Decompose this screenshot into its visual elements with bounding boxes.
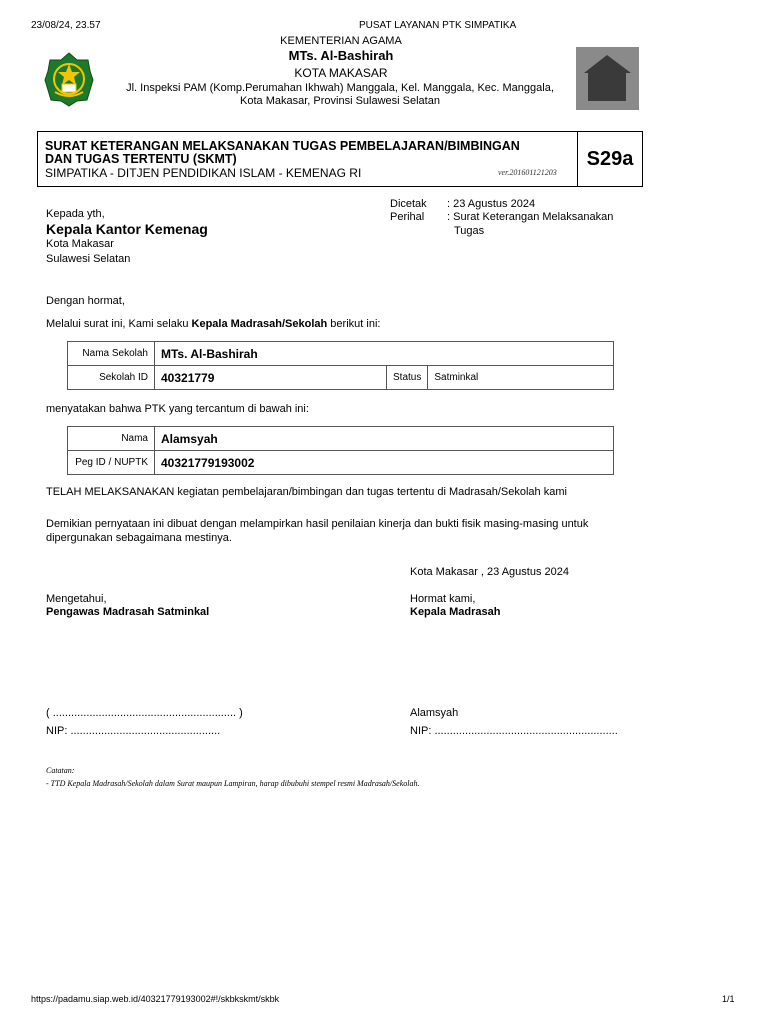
document-title-line-1: SURAT KETERANGAN MELAKSANAKAN TUGAS PEMBELAJARAN/BIMBINGAN bbox=[45, 139, 520, 153]
ptk-name-value: Alamsyah bbox=[155, 427, 614, 451]
school-id-label: Sekolah ID bbox=[68, 366, 155, 390]
ptk-name-label: Nama bbox=[68, 427, 155, 451]
intro-prefix: Melalui surat ini, Kami selaku bbox=[46, 318, 192, 330]
status-label: Status bbox=[387, 366, 428, 390]
place-date: Kota Makasar , 23 Agustus 2024 bbox=[410, 566, 569, 578]
school-table bbox=[67, 341, 614, 390]
school-name-value: MTs. Al-Bashirah bbox=[155, 342, 614, 366]
recipient-province: Sulawesi Selatan bbox=[46, 253, 131, 265]
subject-label: Perihal bbox=[390, 211, 425, 223]
table-row bbox=[68, 427, 614, 451]
intro-role: Kepala Madrasah/Sekolah bbox=[191, 318, 328, 330]
person-photo-placeholder bbox=[576, 47, 639, 110]
intro-suffix: berikut ini: bbox=[327, 318, 381, 330]
school-name-label: Nama Sekolah bbox=[68, 342, 155, 366]
right-sign-role: Kepala Madrasah bbox=[410, 606, 501, 618]
subject-value-line-2: Tugas bbox=[454, 225, 485, 237]
table-row bbox=[68, 366, 614, 390]
print-site-title: PUSAT LAYANAN PTK SIMPATIKA bbox=[359, 20, 517, 31]
ptk-table bbox=[67, 426, 614, 475]
recipient-city: Kota Makasar bbox=[46, 238, 114, 250]
right-sign-title: Hormat kami, bbox=[410, 593, 476, 605]
ptk-id-label: Peg ID / NUPTK bbox=[68, 451, 155, 475]
ptk-id-value: 40321779193002 bbox=[155, 451, 614, 475]
executed-text: TELAH MELAKSANAKAN kegiatan pembelajaran/bimbingan dan tugas tertentu di Madrasah/Sekolah kami bbox=[46, 486, 567, 498]
closing-line-1: Demikian pernyataan ini dibuat dengan melampirkan hasil penilaian kinerja dan bukti fisik masing-masing untuk bbox=[46, 518, 589, 530]
left-sign-title: Mengetahui, bbox=[46, 593, 107, 605]
status-value: Satminkal bbox=[428, 366, 614, 390]
document-title-box bbox=[37, 131, 643, 187]
printed-value: : 23 Agustus 2024 bbox=[447, 198, 536, 210]
ministry-name: KEMENTERIAN AGAMA bbox=[280, 35, 402, 47]
notes-heading: Catatan: bbox=[46, 766, 75, 775]
school-name-header: MTs. Al-Bashirah bbox=[288, 48, 394, 63]
table-row bbox=[68, 451, 614, 475]
table-row bbox=[68, 342, 614, 366]
notes-line-1: - TTD Kepala Madrasah/Sekolah dalam Surat maupun Lampiran, harap dibubuhi stempel resmi Madrasah/Sekolah. bbox=[46, 779, 420, 788]
form-code: S29a bbox=[577, 132, 642, 186]
left-sign-name: ( ............................................................ ) bbox=[46, 707, 243, 719]
states-text: menyatakan bahwa PTK yang tercantum di bawah ini: bbox=[46, 403, 309, 415]
address-line-2: Kota Makasar, Provinsi Sulawesi Selatan bbox=[240, 95, 440, 107]
print-footer-url: https://padamu.siap.web.id/40321779193002#!/skbkskmt/skbk bbox=[31, 994, 280, 1004]
salutation: Dengan hormat, bbox=[46, 295, 125, 307]
recipient-greeting: Kepada yth, bbox=[46, 208, 105, 220]
document-title-line-2: DAN TUGAS TERTENTU (SKMT) bbox=[45, 152, 237, 166]
address-line-1: Jl. Inspeksi PAM (Komp.Perumahan Ikhwah) Manggala, Kel. Manggala, Kec. Manggala, bbox=[126, 82, 554, 94]
closing-line-2: dipergunakan sebagaimana mestinya. bbox=[46, 532, 232, 544]
school-id-value: 40321779 bbox=[155, 366, 387, 390]
print-datetime: 23/08/24, 23.57 bbox=[31, 20, 101, 31]
subject-value-line-1: : Surat Keterangan Melaksanakan bbox=[447, 211, 614, 223]
print-footer-page: 1/1 bbox=[722, 994, 735, 1004]
document-subtitle: SIMPATIKA - DITJEN PENDIDIKAN ISLAM - KEMENAG RI bbox=[45, 166, 362, 180]
document-version: ver.201601121203 bbox=[498, 168, 557, 177]
recipient-name: Kepala Kantor Kemenag bbox=[46, 221, 208, 237]
city-header: KOTA MAKASAR bbox=[294, 66, 388, 80]
left-sign-role: Pengawas Madrasah Satminkal bbox=[46, 606, 210, 618]
intro-text bbox=[46, 318, 380, 330]
right-sign-nip: NIP: ............................................................ bbox=[410, 725, 618, 737]
left-sign-nip: NIP: ................................................. bbox=[46, 725, 221, 737]
printed-label: Dicetak bbox=[390, 198, 427, 210]
right-sign-name: Alamsyah bbox=[410, 707, 459, 719]
